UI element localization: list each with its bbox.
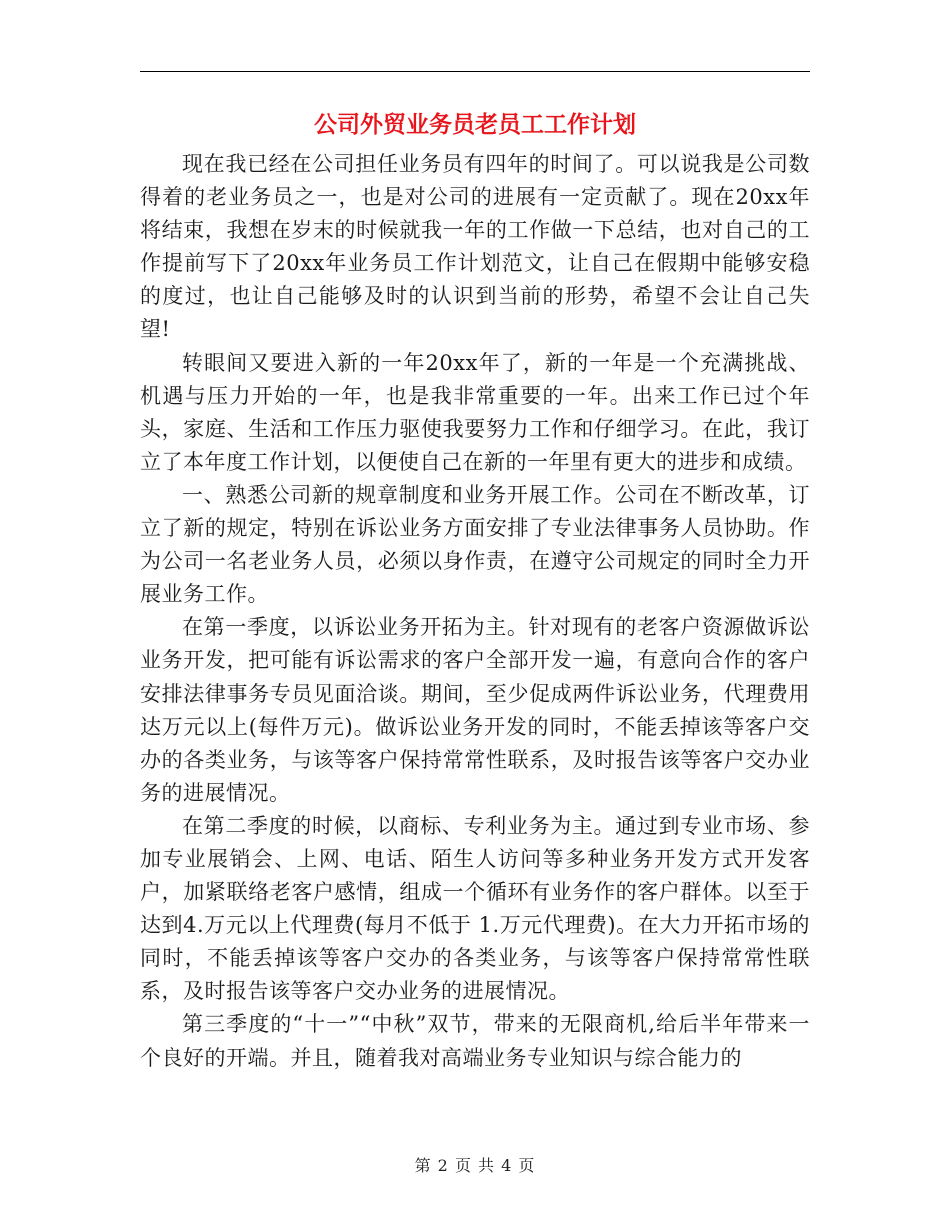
page-number-footer: 第 2 页 共 4 页 xyxy=(414,1156,536,1175)
paragraph: 在第一季度，以诉讼业务开拓为主。针对现有的老客户资源做诉讼业务开发，把可能有诉讼需求的客户全部开发一遍，有意向合作的客户安排法律事务专员见面洽谈。期间，至少促成两件诉讼业务，代理费用达万元以上(每件万元)。做诉讼业务开发的同时，不能丢掉该等客户交办的各类业务，与该等客户保持常常性联系，及时报告该等客户交办业务的进展情况。 xyxy=(140,615,810,805)
document-body xyxy=(140,148,810,1075)
paragraph: 一、熟悉公司新的规章制度和业务开展工作。公司在不断改革，订立了新的规定，特别在诉讼业务方面安排了专业法律事务人员协助。作为公司一名老业务人员，必须以身作责，在遵守公司规定的同时全力开展业务工作。 xyxy=(140,482,810,607)
paragraph: 现在我已经在公司担任业务员有四年的时间了。可以说我是公司数得着的老业务员之一，也是对公司的进展有一定贡献了。现在20xx年将结束，我想在岁末的时候就我一年的工作做一下总结，也对自己的工作提前写下了20xx年业务员工作计划范文，让自己在假期中能够安稳的度过，也让自己能够及时的认识到当前的形势，希望不会让自己失望! xyxy=(140,152,810,342)
paragraph: 第三季度的“十一”“中秋”双节，带来的无限商机,给后半年带来一个良好的开端。并且，随着我对高端业务专业知识与综合能力的 xyxy=(140,1012,810,1070)
document-title: 公司外贸业务员老员工工作计划 xyxy=(314,111,636,138)
paragraph: 在第二季度的时候，以商标、专利业务为主。通过到专业市场、参加专业展销会、上网、电话、陌生人访问等多种业务开发方式开发客户，加紧联络老客户感情，组成一个循环有业务作的客户群体。以至于达到4.万元以上代理费(每月不低于 1.万元代理费)。在大力开拓市场的同时，不能丢掉该等客户交办的各类业务，与该等客户保持常常性联系，及时报告该等客户交办业务的进展情况。 xyxy=(140,813,810,1004)
header-rule xyxy=(140,71,810,72)
paragraph: 转眼间又要进入新的一年20xx年了，新的一年是一个充满挑战、机遇与压力开始的一年，也是我非常重要的一年。出来工作已过个年头，家庭、生活和工作压力驱使我要努力工作和仔细学习。在此，我订立了本年度工作计划，以便使自己在新的一年里有更大的进步和成绩。 xyxy=(140,350,810,474)
